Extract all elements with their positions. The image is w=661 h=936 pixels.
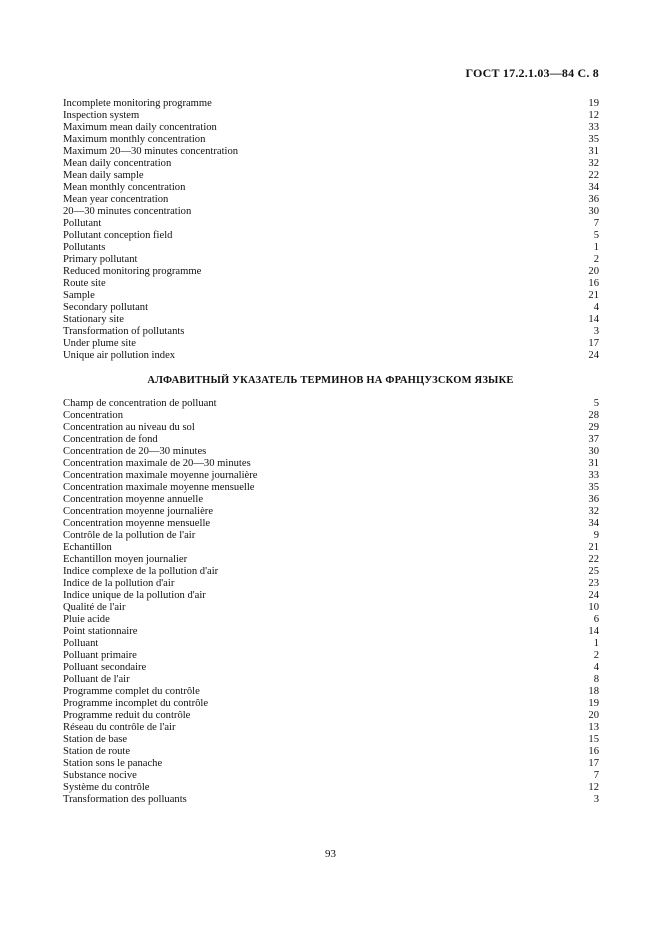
index-entry: [63, 494, 599, 506]
index-term: Station sons le panache: [63, 758, 163, 769]
index-term: Mean daily concentration: [63, 158, 172, 169]
index-term-number: 7: [593, 218, 599, 229]
index-term: Programme reduit du contrôle: [63, 710, 191, 721]
index-term: Mean monthly concentration: [63, 182, 186, 193]
index-term: Concentration de fond: [63, 434, 158, 445]
index-term: Transformation of pollutants: [63, 326, 185, 337]
index-entry: [63, 794, 599, 806]
index-term: Inspection system: [63, 110, 140, 121]
index-term: Champ de concentration de polluant: [63, 398, 217, 409]
index-entry: [63, 578, 599, 590]
index-term: Concentration: [63, 410, 124, 421]
index-term-number: 12: [588, 110, 599, 121]
index-entry: [63, 290, 599, 302]
index-term-number: 24: [588, 590, 599, 601]
index-term-number: 10: [588, 602, 599, 613]
index-term-number: 22: [588, 170, 599, 181]
index-term-number: 6: [593, 614, 599, 625]
index-term-number: 4: [593, 662, 599, 673]
index-entry: [63, 422, 599, 434]
index-term-number: 4: [593, 302, 599, 313]
index-entry: [63, 590, 599, 602]
index-term-number: 32: [588, 506, 599, 517]
index-term-number: 31: [588, 146, 599, 157]
index-term-number: 9: [593, 530, 599, 541]
index-term-number: 34: [588, 182, 599, 193]
index-entry: [63, 506, 599, 518]
index-entry: [63, 194, 599, 206]
index-term-number: 22: [588, 554, 599, 565]
index-term-number: 31: [588, 458, 599, 469]
index-term-number: 3: [593, 326, 599, 337]
index-term: Echantillon moyen journalier: [63, 554, 188, 565]
index-term: Echantillon: [63, 542, 112, 553]
index-term: Programme incomplet du contrôle: [63, 698, 209, 709]
index-term: Polluant de l'air: [63, 674, 130, 685]
index-entry: [63, 638, 599, 650]
index-term-number: 21: [588, 290, 599, 301]
index-term-number: 2: [593, 650, 599, 661]
index-entry: [63, 278, 599, 290]
index-term: Concentration moyenne annuelle: [63, 494, 204, 505]
index-term: Point stationnaire: [63, 626, 138, 637]
index-entry: [63, 614, 599, 626]
index-term: Incomplete monitoring programme: [63, 98, 212, 109]
index-entry: [63, 710, 599, 722]
index-term-number: 15: [588, 734, 599, 745]
index-term-number: 5: [593, 230, 599, 241]
index-entry: [63, 734, 599, 746]
index-entry: [63, 674, 599, 686]
index-entry: [63, 182, 599, 194]
index-entry: [63, 686, 599, 698]
index-term-number: 16: [588, 278, 599, 289]
index-term: Concentration au niveau du sol: [63, 422, 195, 433]
french-index-title: АЛФАВИТНЫЙ УКАЗАТЕЛЬ ТЕРМИНОВ НА ФРАНЦУЗСКОМ ЯЗЫКЕ: [147, 375, 514, 386]
french-index-list: [63, 398, 599, 806]
index-term: Sample: [63, 290, 95, 301]
index-term-number: 21: [588, 542, 599, 553]
index-entry: [63, 530, 599, 542]
index-entry: [63, 98, 599, 110]
index-term: Contrôle de la pollution de l'air: [63, 530, 196, 541]
index-entry: [63, 446, 599, 458]
index-term: Station de base: [63, 734, 128, 745]
index-term-number: 23: [588, 578, 599, 589]
index-term: 20—30 minutes concentration: [63, 206, 192, 217]
index-entry: [63, 266, 599, 278]
index-term-number: 33: [588, 470, 599, 481]
english-index-list: [63, 98, 599, 362]
index-term-number: 18: [588, 686, 599, 697]
index-entry: [63, 170, 599, 182]
index-entry: [63, 746, 599, 758]
index-entry: [63, 410, 599, 422]
index-term: Reduced monitoring programme: [63, 266, 202, 277]
index-entry: [63, 722, 599, 734]
index-term: Unique air pollution index: [63, 350, 176, 361]
index-entry: [63, 650, 599, 662]
index-term-number: 7: [593, 770, 599, 781]
index-entry: [63, 242, 599, 254]
page-number: 93: [325, 848, 336, 860]
index-term-number: 14: [588, 314, 599, 325]
index-entry: [63, 122, 599, 134]
index-term-number: 17: [588, 338, 599, 349]
index-term-number: 19: [588, 698, 599, 709]
index-entry: [63, 314, 599, 326]
index-term: Pollutant conception field: [63, 230, 173, 241]
index-term-number: 37: [588, 434, 599, 445]
index-entry: [63, 566, 599, 578]
index-term: Réseau du contrôle de l'air: [63, 722, 176, 733]
index-entry: [63, 134, 599, 146]
index-term-number: 20: [588, 266, 599, 277]
index-entry: [63, 218, 599, 230]
index-entry: [63, 554, 599, 566]
index-term: Maximum 20—30 minutes concentration: [63, 146, 239, 157]
index-term: Concentration moyenne mensuelle: [63, 518, 211, 529]
index-term: Primary pollutant: [63, 254, 138, 265]
index-term: Mean daily sample: [63, 170, 144, 181]
index-entry: [63, 338, 599, 350]
index-term-number: 20: [588, 710, 599, 721]
index-term: Under plume site: [63, 338, 136, 349]
index-term-number: 34: [588, 518, 599, 529]
index-term-number: 25: [588, 566, 599, 577]
index-term: Système du contrôle: [63, 782, 150, 793]
index-term: Concentration maximale moyenne journalière: [63, 470, 258, 481]
index-entry: [63, 146, 599, 158]
index-entry: [63, 662, 599, 674]
index-term: Mean year concentration: [63, 194, 169, 205]
index-term-number: 16: [588, 746, 599, 757]
index-term-number: 36: [588, 194, 599, 205]
index-term-number: 1: [593, 638, 599, 649]
index-entry: [63, 110, 599, 122]
index-entry: [63, 302, 599, 314]
index-entry: [63, 770, 599, 782]
index-entry: [63, 458, 599, 470]
index-entry: [63, 782, 599, 794]
index-term: Concentration maximale de 20—30 minutes: [63, 458, 251, 469]
index-entry: [63, 158, 599, 170]
index-entry: [63, 350, 599, 362]
index-term-number: 8: [593, 674, 599, 685]
index-term: Polluant secondaire: [63, 662, 147, 673]
index-entry: [63, 254, 599, 266]
index-term-number: 35: [588, 134, 599, 145]
index-entry: [63, 482, 599, 494]
index-entry: [63, 398, 599, 410]
index-term: Indice de la pollution d'air: [63, 578, 175, 589]
index-term: Concentration maximale moyenne mensuelle: [63, 482, 255, 493]
index-term-number: 1: [593, 242, 599, 253]
index-term-number: 28: [588, 410, 599, 421]
index-term: Qualité de l'air: [63, 602, 126, 613]
index-term: Programme complet du contrôle: [63, 686, 200, 697]
index-term: Pollutants: [63, 242, 106, 253]
index-term-number: 3: [593, 794, 599, 805]
index-term-number: 33: [588, 122, 599, 133]
index-entry: [63, 626, 599, 638]
index-term-number: 14: [588, 626, 599, 637]
index-term-number: 13: [588, 722, 599, 733]
index-term-number: 12: [588, 782, 599, 793]
index-term: Maximum monthly concentration: [63, 134, 206, 145]
index-term-number: 30: [588, 206, 599, 217]
index-term: Concentration moyenne journalière: [63, 506, 214, 517]
index-term-number: 29: [588, 422, 599, 433]
index-term-number: 2: [593, 254, 599, 265]
index-term: Polluant: [63, 638, 99, 649]
index-term-number: 30: [588, 446, 599, 457]
index-term-number: 35: [588, 482, 599, 493]
index-term: Indice complexe de la pollution d'air: [63, 566, 219, 577]
index-entry: [63, 434, 599, 446]
index-entry: [63, 758, 599, 770]
index-term: Substance nocive: [63, 770, 137, 781]
index-term-number: 5: [593, 398, 599, 409]
index-term: Secondary pollutant: [63, 302, 149, 313]
index-term: Maximum mean daily concentration: [63, 122, 217, 133]
index-entry: [63, 602, 599, 614]
index-entry: [63, 698, 599, 710]
index-term-number: 36: [588, 494, 599, 505]
index-term: Station de route: [63, 746, 131, 757]
index-term: Route site: [63, 278, 106, 289]
index-entry: [63, 206, 599, 218]
index-entry: [63, 518, 599, 530]
index-term: Pollutant: [63, 218, 102, 229]
page-header: ГОСТ 17.2.1.03—84 С. 8: [465, 66, 599, 80]
index-term-number: 17: [588, 758, 599, 769]
index-entry: [63, 542, 599, 554]
index-entry: [63, 470, 599, 482]
index-term-number: 19: [588, 98, 599, 109]
index-term-number: 32: [588, 158, 599, 169]
index-entry: [63, 326, 599, 338]
index-term: Pluie acide: [63, 614, 110, 625]
index-term: Polluant primaire: [63, 650, 137, 661]
index-term: Transformation des polluants: [63, 794, 187, 805]
index-term: Indice unique de la pollution d'air: [63, 590, 206, 601]
index-term-number: 24: [588, 350, 599, 361]
index-term: Stationary site: [63, 314, 124, 325]
index-entry: [63, 230, 599, 242]
index-term: Concentration de 20—30 minutes: [63, 446, 207, 457]
